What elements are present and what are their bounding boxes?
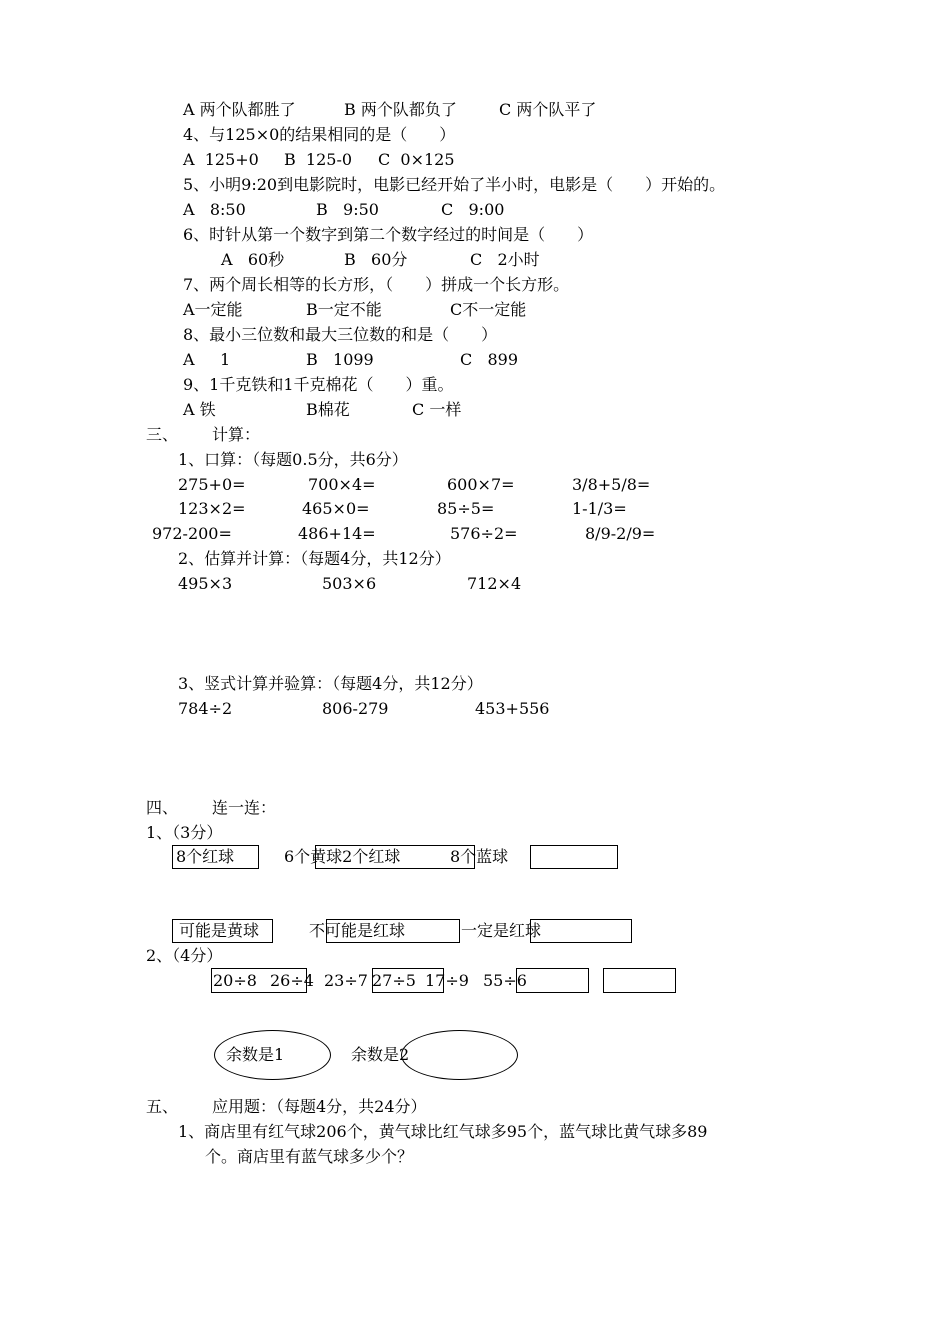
oral-item: 700×4= <box>308 475 376 494</box>
q4-text: 4、与125×0的结果相同的是（ ） <box>183 125 456 144</box>
match-box[interactable] <box>530 845 618 869</box>
q6-text: 6、时针从第一个数字到第二个数字经过的时间是（ ） <box>183 225 594 244</box>
match2-label: 2、（4分） <box>146 946 223 965</box>
oral-item: 85÷5= <box>437 499 495 518</box>
q3-option-c: C 两个队平了 <box>499 100 597 119</box>
q9-option-b: B棉花 <box>306 400 350 419</box>
remainder-label: 余数是1 <box>226 1045 285 1064</box>
oral-item: 972-200= <box>152 524 232 543</box>
q9-option-c: C 一样 <box>412 400 462 419</box>
oral-item: 3/8+5/8= <box>572 475 651 494</box>
division-item: 17÷9 <box>425 971 469 990</box>
vertical-item: 806-279 <box>322 699 389 718</box>
q4-option-c: C 0×125 <box>378 150 455 169</box>
remainder-oval[interactable] <box>401 1030 518 1080</box>
q6-option-c: C 2小时 <box>470 250 540 269</box>
vertical-item: 453+556 <box>475 699 550 718</box>
estimate-title: 2、估算并计算：（每题4分，共12分） <box>178 549 451 568</box>
q7-option-c: C不一定能 <box>450 300 527 319</box>
oral-calc-title: 1、口算：（每题0.5分，共6分） <box>178 450 408 469</box>
ball-set-label: 6个黄球2个红球 <box>284 847 401 866</box>
oral-item: 1-1/3= <box>572 499 627 518</box>
q8-text: 8、最小三位数和最大三位数的和是（ ） <box>183 325 498 344</box>
q9-text: 9、1千克铁和1千克棉花（ ）重。 <box>183 375 454 394</box>
ball-set-label: 8个蓝球 <box>450 847 509 866</box>
division-item: 20÷8 <box>213 971 257 990</box>
vertical-item: 784÷2 <box>178 699 233 718</box>
outcome-label: 一定是红球 <box>461 921 542 940</box>
match1-label: 1、（3分） <box>146 823 223 842</box>
section3-number: 三、 <box>146 425 179 444</box>
q4-option-a: A 125+0 <box>183 150 259 169</box>
outcome-label: 可能是黄球 <box>179 921 260 940</box>
q8-option-c: C 899 <box>460 350 519 369</box>
oral-item: 600×7= <box>447 475 515 494</box>
outcome-label: 不可能是红球 <box>309 921 406 940</box>
word-problem-1: 1、商店里有红气球206个，黄气球比红气球多95个，蓝气球比黄气球多89 <box>178 1122 708 1141</box>
q3-option-b: B 两个队都负了 <box>344 100 457 119</box>
estimate-item: 503×6 <box>322 574 377 593</box>
match-box[interactable] <box>603 968 676 993</box>
section4-title: 连一连： <box>212 798 277 817</box>
oral-item: 486+14= <box>298 524 376 543</box>
section5-number: 五、 <box>146 1097 179 1116</box>
q6-option-b: B 60分 <box>344 250 408 269</box>
division-item: 27÷5 <box>372 971 416 990</box>
section3-title: 计算： <box>212 425 261 444</box>
vertical-calc-title: 3、竖式计算并验算：（每题4分，共12分） <box>178 674 483 693</box>
ball-set-label: 8个红球 <box>176 847 235 866</box>
q8-option-b: B 1099 <box>306 350 374 369</box>
q5-option-b: B 9:50 <box>316 200 379 219</box>
section4-number: 四、 <box>146 798 179 817</box>
q7-option-b: B一定不能 <box>306 300 382 319</box>
q9-option-a: A 铁 <box>183 400 216 419</box>
oral-item: 123×2= <box>178 499 246 518</box>
word-problem-1-cont: 个。商店里有蓝气球多少个？ <box>205 1147 414 1166</box>
division-item: 26÷4 <box>270 971 314 990</box>
estimate-item: 712×4 <box>467 574 522 593</box>
q7-text: 7、两个周长相等的长方形，（ ）拼成一个长方形。 <box>183 275 570 294</box>
q8-option-a: A 1 <box>183 350 231 369</box>
q5-option-a: A 8:50 <box>183 200 246 219</box>
remainder-label: 余数是2 <box>351 1045 410 1064</box>
q5-option-c: C 9:00 <box>441 200 505 219</box>
q6-option-a: A 60秒 <box>221 250 285 269</box>
oral-item: 576÷2= <box>450 524 518 543</box>
oral-item: 275+0= <box>178 475 246 494</box>
division-item: 23÷7 <box>324 971 368 990</box>
division-item: 55÷6 <box>483 971 527 990</box>
estimate-item: 495×3 <box>178 574 233 593</box>
q7-option-a: A一定能 <box>183 300 243 319</box>
oral-item: 8/9-2/9= <box>585 524 656 543</box>
q5-text: 5、小明9:20到电影院时，电影已经开始了半小时，电影是（ ）开始的。 <box>183 175 726 194</box>
oral-item: 465×0= <box>302 499 370 518</box>
q3-option-a: A 两个队都胜了 <box>183 100 296 119</box>
q4-option-b: B 125-0 <box>284 150 353 169</box>
section5-title: 应用题：（每题4分，共24分） <box>212 1097 427 1116</box>
match-box[interactable] <box>530 919 632 943</box>
